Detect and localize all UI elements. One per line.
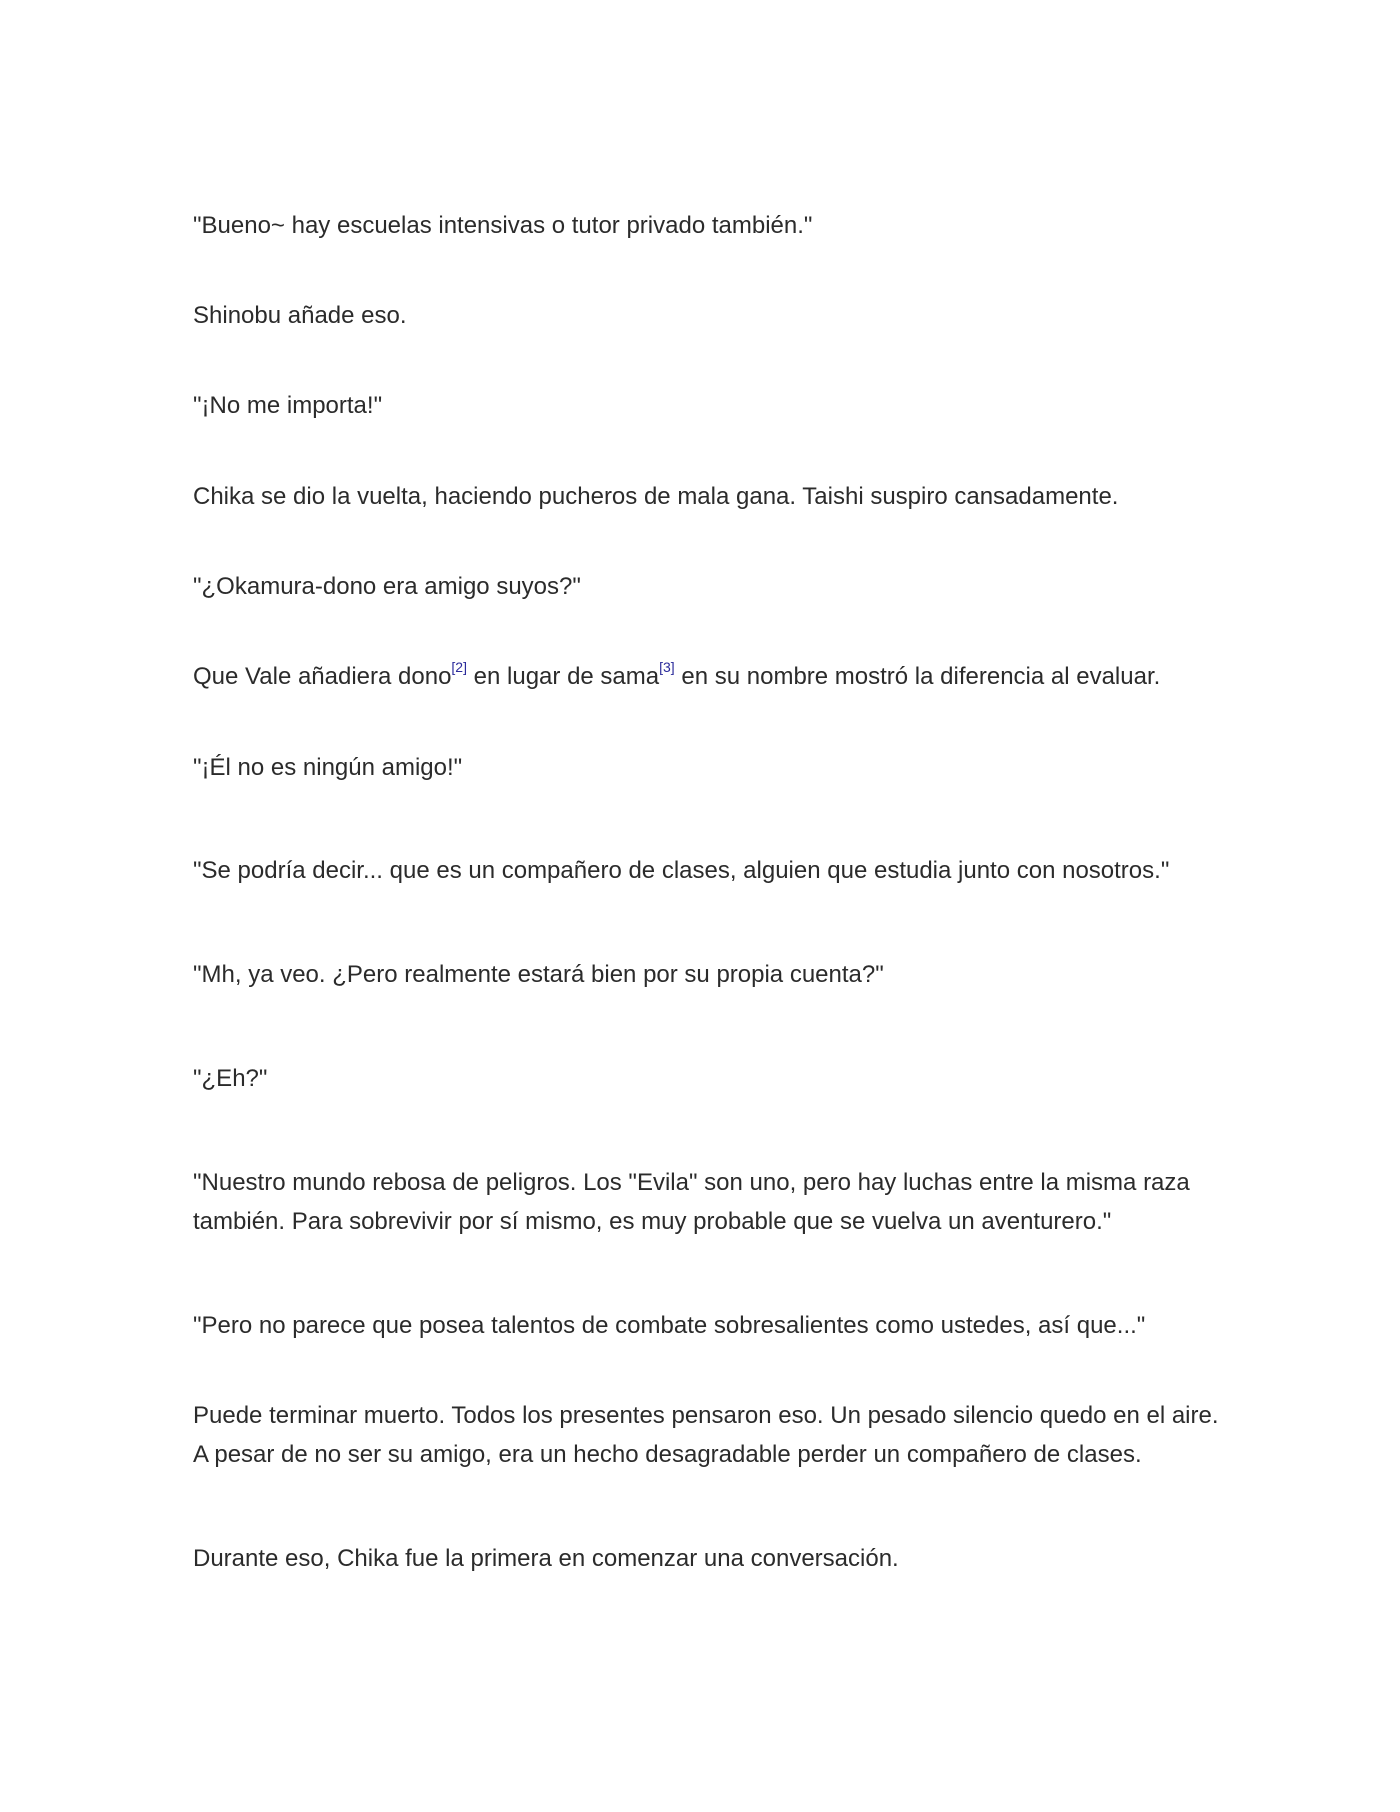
paragraph-6-text-a: Que Vale añadiera dono: [193, 663, 452, 690]
paragraph-13: Puede terminar muerto. Todos los presentes pensaron eso. Un pesado silencio quedo en el aire. A pesar de no ser su amigo, era un hecho desagradable perder un compañero de clases.: [193, 1402, 1219, 1468]
footnote-ref-2[interactable]: [2]: [451, 659, 467, 675]
paragraph-12: "Pero no parece que posea talentos de combate sobresalientes como ustedes, así que...": [193, 1312, 1146, 1339]
paragraph-9: "Mh, ya veo. ¿Pero realmente estará bien por su propia cuenta?": [193, 961, 884, 988]
paragraph-14: Durante eso, Chika fue la primera en comenzar una conversación.: [193, 1545, 899, 1572]
paragraph-4: Chika se dio la vuelta, haciendo pucheros de mala gana. Taishi suspiro cansadamente.: [193, 483, 1119, 510]
paragraph-6: [193, 657, 1233, 696]
paragraph-7: "¡Él no es ningún amigo!": [193, 754, 463, 781]
paragraph-6-text-b: en lugar de sama: [467, 663, 660, 690]
paragraph-1: "Bueno~ hay escuelas intensivas o tutor privado también.": [193, 212, 813, 239]
paragraph-8: "Se podría decir... que es un compañero de clases, alguien que estudia junto con nosotros.": [193, 857, 1170, 884]
paragraph-2: Shinobu añade eso.: [193, 302, 407, 329]
footnote-ref-3[interactable]: [3]: [659, 659, 675, 675]
paragraph-6-text-c: en su nombre mostró la diferencia al evaluar.: [674, 663, 1161, 690]
paragraph-5: "¿Okamura-dono era amigo suyos?": [193, 573, 581, 600]
paragraph-10: "¿Eh?": [193, 1065, 268, 1092]
paragraph-3: "¡No me importa!": [193, 392, 383, 419]
paragraph-11: "Nuestro mundo rebosa de peligros. Los "Evila" son uno, pero hay luchas entre la misma raza también. Para sobrevivir por sí mismo, es muy probable que se vuelva un aventurero.": [193, 1169, 1190, 1235]
